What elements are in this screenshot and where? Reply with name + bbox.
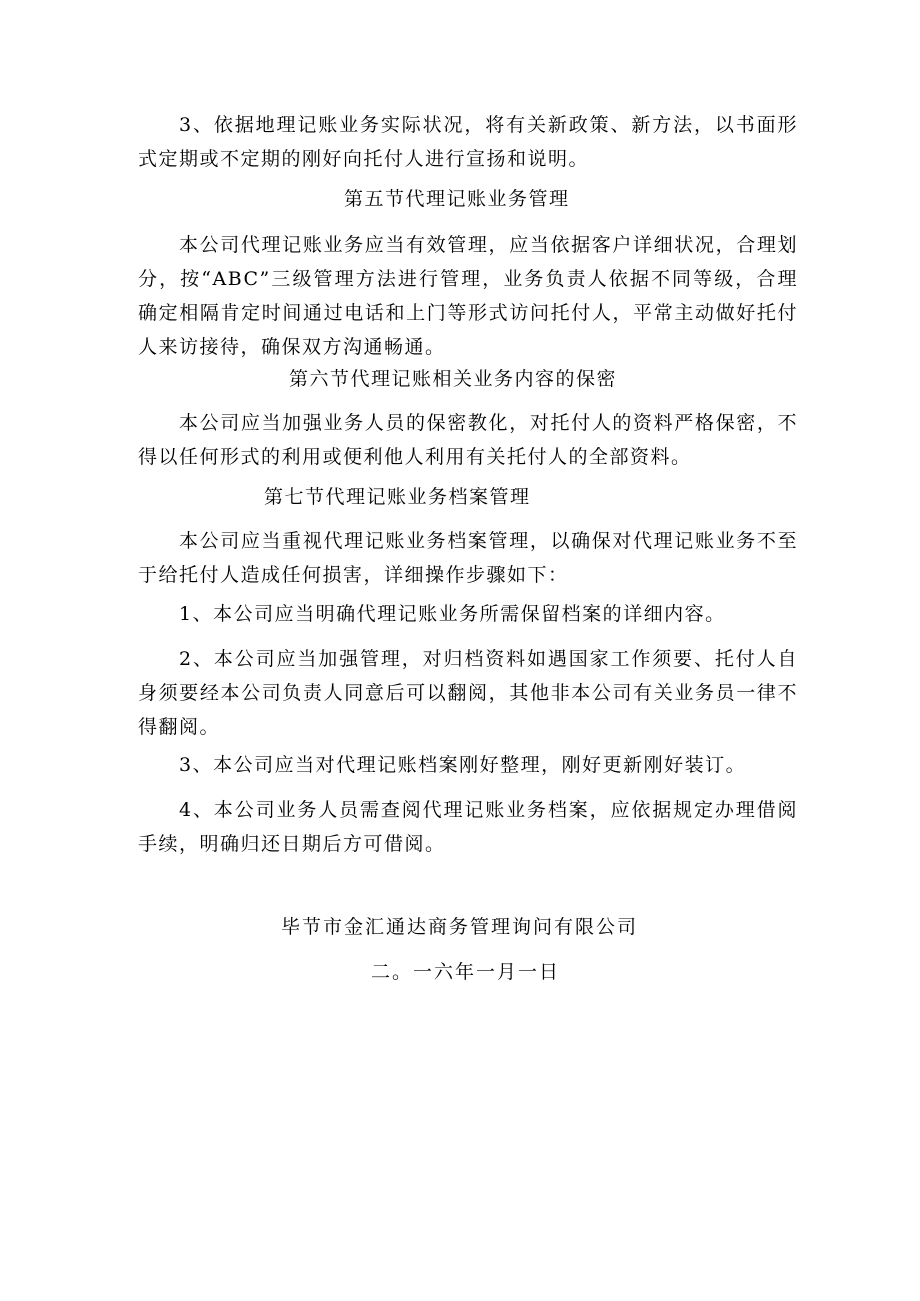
- section-7-item-3: 3、本公司应当对代理记账档案刚好整理，刚好更新刚好装订。: [179, 754, 747, 776]
- signature-date: 二。一六年一月一日: [371, 961, 561, 983]
- section-5-title: 第五节代理记账业务管理: [344, 188, 570, 210]
- signature-company: 毕节市金汇通达商务管理询问有限公司: [281, 916, 639, 938]
- section-6-title: 第六节代理记账相关业务内容的保密: [289, 368, 618, 390]
- section-5-body: 本公司代理记账业务应当有效管理，应当依据客户详细状况，合理划分，按“ABC”三级管理方法进行管理，业务负责人依据不同等级，合理确定相隔肯定时间通过电话和上门等形式访问托付人，平常主动做好托付人来访接待，确保双方沟通畅通。: [138, 234, 798, 358]
- section-7-item-1: 1、本公司应当明确代理记账业务所需保留档案的详细内容。: [179, 603, 726, 625]
- section-7-body: 本公司应当重视代理记账业务档案管理，以确保对代理记账业务不至于给托付人造成任何损害，详细操作步骤如下：: [138, 530, 798, 586]
- section-6-body: 本公司应当加强业务人员的保密教化，对托付人的资料严格保密，不得以任何形式的利用或便利他人利用有关托付人的全部资料。: [138, 412, 798, 468]
- paragraph-intro-item-3: 3、依据地理记账业务实际状况，将有关新政策、新方法，以书面形式定期或不定期的刚好向托付人进行宣扬和说明。: [138, 114, 798, 170]
- section-7-item-4: 4、本公司业务人员需查阅代理记账业务档案，应依据规定办理借阅手续，明确归还日期后方可借阅。: [138, 799, 798, 855]
- section-7-item-2: 2、本公司应当加强管理，对归档资料如遇国家工作须要、托付人自身须要经本公司负责人同意后可以翻阅，其他非本公司有关业务员一律不得翻阅。: [138, 648, 798, 738]
- section-7-title: 第七节代理记账业务档案管理: [264, 486, 531, 508]
